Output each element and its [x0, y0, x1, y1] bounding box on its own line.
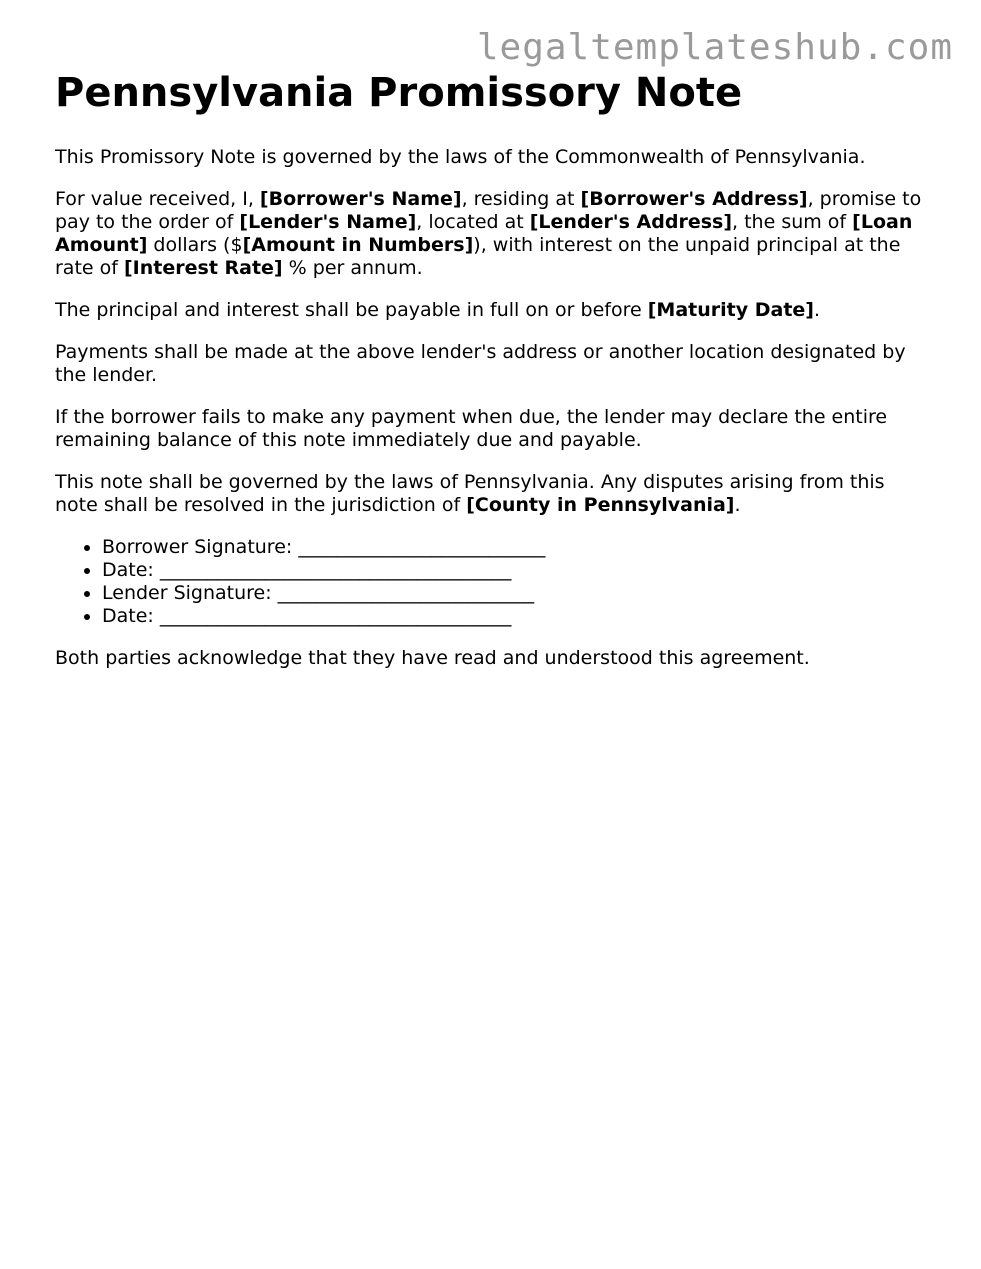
text-segment: The principal and interest shall be payable in full on or before — [55, 299, 648, 321]
governing-law-paragraph — [55, 471, 925, 517]
terms-paragraph — [55, 188, 925, 280]
watermark: legaltemplateshub.com — [476, 27, 953, 68]
lender-date-line: • Date: _____________________________________ — [102, 605, 925, 628]
default-paragraph: If the borrower fails to make any payment when due, the lender may declare the entire remaining balance of this note immediately due and payable. — [55, 406, 888, 451]
document-page — [55, 70, 925, 689]
text-segment: For value received, I, — [55, 188, 260, 210]
text-segment: dollars ($ — [147, 234, 243, 256]
loan-amount-placeholder: [Loan Amount] — [55, 211, 913, 256]
borrower-date-line: • Date: _____________________________________ — [102, 559, 925, 582]
text-segment: , promise to pay to the order of — [55, 188, 922, 233]
borrower-name-placeholder: [Borrower's Name] — [259, 188, 462, 210]
payment-location-paragraph: Payments shall be made at the above lender's address or another location designated by the lender. — [55, 341, 906, 386]
interest-rate-placeholder: [Interest Rate] — [124, 257, 283, 279]
text-segment: , residing at — [461, 188, 581, 210]
county-placeholder: [County in Pennsylvania] — [466, 494, 735, 516]
document-title: Pennsylvania Promissory Note — [55, 70, 743, 116]
amount-numbers-placeholder: [Amount in Numbers] — [242, 234, 474, 256]
text-segment: . — [813, 299, 821, 321]
maturity-date-placeholder: [Maturity Date] — [647, 299, 814, 321]
text-segment: This note shall be governed by the laws of Pennsylvania. Any disputes arising from this note shall be resolved in the jurisdiction of — [55, 471, 885, 516]
text-segment: ), with interest on the unpaid principal at the rate of — [55, 234, 901, 279]
text-segment: . — [734, 494, 741, 516]
maturity-paragraph — [55, 299, 925, 322]
text-segment: , located at — [416, 211, 530, 233]
signature-list — [55, 536, 925, 628]
text-segment: % per annum. — [282, 257, 423, 279]
intro-paragraph: This Promissory Note is governed by the laws of the Commonwealth of Pennsylvania. — [55, 146, 866, 168]
text-segment: , the sum of — [732, 211, 853, 233]
borrower-signature-line: • Borrower Signature: __________________________ — [102, 536, 925, 559]
lender-signature-line: • Lender Signature: ___________________________ — [102, 582, 925, 605]
lender-address-placeholder: [Lender's Address] — [529, 211, 733, 233]
lender-name-placeholder: [Lender's Name] — [239, 211, 417, 233]
borrower-address-placeholder: [Borrower's Address] — [580, 188, 808, 210]
closing-paragraph: Both parties acknowledge that they have read and understood this agreement. — [55, 647, 810, 669]
